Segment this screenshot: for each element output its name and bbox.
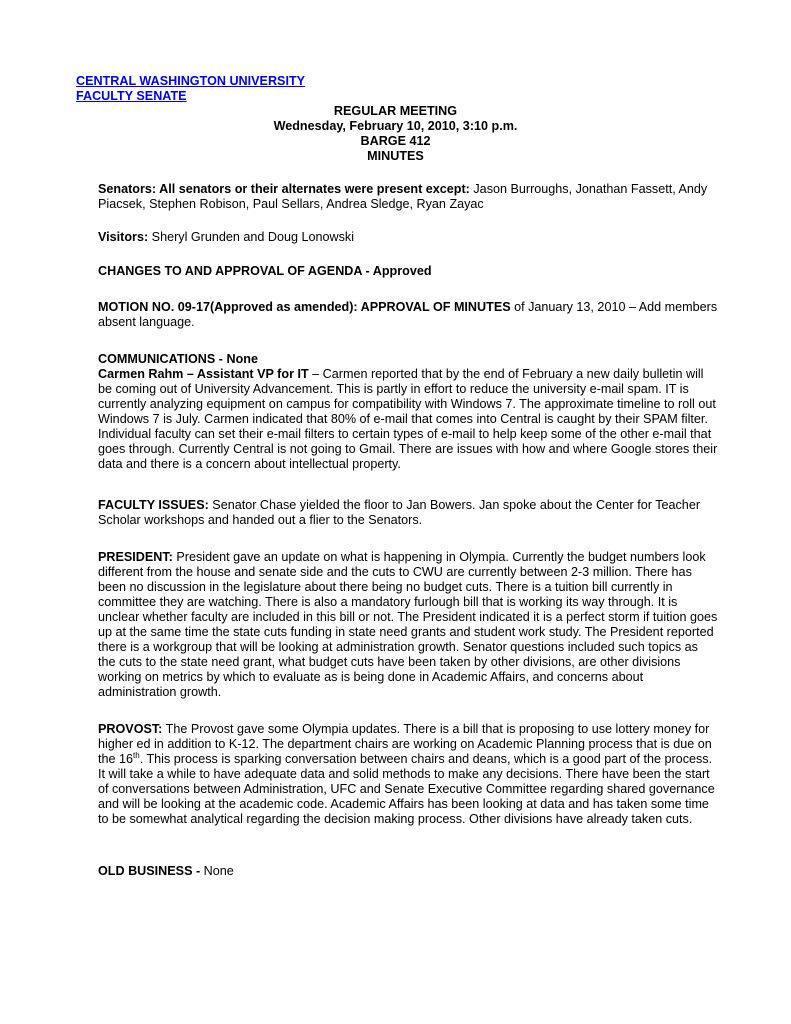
old-business-section bbox=[98, 864, 718, 879]
provost-superscript: th bbox=[133, 750, 140, 760]
agenda-label: CHANGES TO AND APPROVAL OF AGENDA - Approved bbox=[98, 264, 432, 278]
motion-text: of January 13, 2010 – Add members absent language. bbox=[98, 300, 718, 329]
senators-section bbox=[98, 182, 718, 212]
senators-absent: Jason Burroughs, Jonathan Fassett, Andy Piacsek, Stephen Robison, Paul Sellars, Andrea Sledge, Ryan Zayac bbox=[98, 182, 708, 211]
faculty-issues-section bbox=[98, 498, 718, 528]
university-link[interactable]: CENTRAL WASHINGTON UNIVERSITY bbox=[76, 74, 306, 88]
communications-section bbox=[98, 352, 718, 472]
old-business-text: None bbox=[200, 864, 234, 878]
meeting-heading bbox=[0, 104, 791, 164]
president-section bbox=[98, 550, 718, 700]
meeting-location: BARGE 412 bbox=[360, 134, 431, 148]
communications-label: COMMUNICATIONS - None bbox=[98, 352, 258, 366]
communications-body bbox=[98, 367, 718, 472]
meeting-date: Wednesday, February 10, 2010, 3:10 p.m. bbox=[273, 119, 518, 133]
meeting-type: REGULAR MEETING bbox=[333, 104, 458, 118]
president-label: PRESIDENT: bbox=[98, 550, 173, 564]
provost-text-after: . This process is sparking conversation between chairs and deans, which is a good part of the process. It will take a while to have adequate data and solid methods to make any decisions. There have been the start of conversations between Administration, UFC and Senate Executive Committee regarding shared governance and will be looking at the academic code. Academic Affairs has been looking at data and has taken some time to be somewhat analytical regarding the decision making process. Other divisions have already taken cuts. bbox=[98, 752, 715, 826]
senators-label: Senators: All senators or their alternates were present except: bbox=[98, 182, 470, 196]
old-business-label: OLD BUSINESS - bbox=[98, 864, 201, 878]
president-text: President gave an update on what is happening in Olympia. Currently the budget numbers look different from the house and senate side and the cuts to CWU are currently between 2-3 million. There has been no discussion in the legislature about there being no budget cuts. There is a tuition bill currently in committee they are watching. There is also a mandatory furlough bill that is working its way through. It is unclear whether faculty are included in this bill or not. The President indicated it is a perfect storm if tuition goes up at the same time the state cuts funding in state need grants and student work study. The President reported there is a workgroup that will be looking at administration growth. Senator questions included such topics as the cuts to the state need grant, what budget cuts have been taken by other divisions, are other divisions working on metrics by which to evaluate as is being done in Academic Affairs, and concerns about administration growth. bbox=[98, 550, 718, 699]
visitors-label: Visitors: bbox=[98, 230, 149, 244]
motion-label: MOTION NO. 09-17(Approved as amended): APPROVAL OF MINUTES bbox=[98, 300, 511, 314]
provost-section bbox=[98, 722, 718, 827]
provost-text-before: The Provost gave some Olympia updates. There is a bill that is proposing to use lottery money for higher ed in addition to K-12. The department chairs are working on Academic Planning process that is due on the 16 bbox=[98, 722, 712, 766]
provost-label: PROVOST: bbox=[98, 722, 163, 736]
visitors-text: Sheryl Grunden and Doug Lonowski bbox=[148, 230, 354, 244]
faculty-issues-label: FACULTY ISSUES: bbox=[98, 498, 209, 512]
faculty-senate-link[interactable]: FACULTY SENATE bbox=[76, 89, 187, 103]
faculty-issues-text: Senator Chase yielded the floor to Jan Bowers. Jan spoke about the Center for Teacher Scholar workshops and handed out a flier to the Senators. bbox=[98, 498, 701, 527]
motion-section bbox=[98, 300, 718, 330]
agenda-section bbox=[98, 264, 718, 279]
communications-text: – Carmen reported that by the end of February a new daily bulletin will be coming out of University Advancement. This is partly in effort to reduce the university e-mail spam. IT is currently analyzing equipment on campus for compatibility with Windows 7. The approximate timeline to roll out Windows 7 is July. Carmen indicated that 80% of e-mail that comes into Central is caught by their SPAM filter. Individual faculty can set their e-mail filters to certain types of e-mail to help keep some of the other e-mail that goes through. Currently Central is not going to Gmail. There are issues with how and where Google stores their data and there is a concern about intellectual property. bbox=[98, 367, 718, 471]
document-type: MINUTES bbox=[367, 149, 424, 163]
communications-speaker: Carmen Rahm – Assistant VP for IT bbox=[98, 367, 309, 381]
visitors-section bbox=[98, 230, 718, 245]
